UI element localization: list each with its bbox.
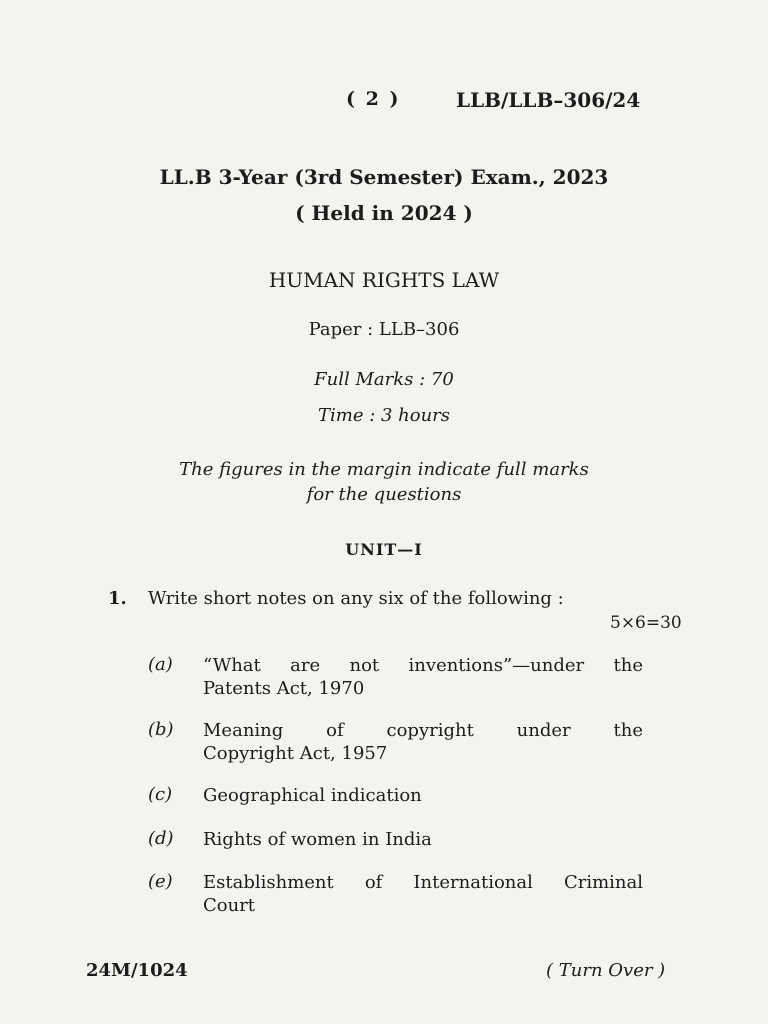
option-text: [203, 871, 643, 917]
option-line: “What are not inventions”—under the: [203, 655, 643, 676]
option-label: (c): [148, 784, 173, 805]
question-number: 1.: [108, 588, 127, 609]
full-marks: Full Marks : 70: [314, 369, 454, 390]
time-allowed: Time : 3 hours: [317, 405, 451, 426]
page-number: ( 2 ): [346, 88, 401, 110]
option-text: [203, 719, 643, 765]
option-label: (d): [148, 828, 174, 849]
exam-title: LL.B 3-Year (3rd Semester) Exam., 2023: [159, 165, 609, 189]
footer-code: 24M/1024: [86, 960, 188, 981]
question-text: Write short notes on any six of the following :: [148, 588, 564, 609]
option-line: Copyright Act, 1957: [203, 743, 388, 764]
option-line: Rights of women in India: [203, 829, 432, 850]
instruction-line-2: for the questions: [306, 484, 462, 505]
question-marks: 5×6=30: [610, 613, 682, 633]
subject-title: HUMAN RIGHTS LAW: [268, 268, 500, 292]
option-line: Patents Act, 1970: [203, 678, 365, 699]
option-text: [203, 784, 643, 807]
option-label: (a): [148, 654, 173, 675]
option-line: Geographical indication: [203, 785, 422, 806]
option-line: Meaning of copyright under the: [203, 720, 643, 741]
paper-number: Paper : LLB–306: [308, 319, 460, 340]
option-label: (e): [148, 871, 173, 892]
turn-over-note: ( Turn Over ): [546, 960, 666, 981]
option-text: [203, 828, 643, 851]
option-line: Court: [203, 895, 256, 916]
option-label: (b): [148, 719, 174, 740]
paper-code: LLB/LLB–306/24: [456, 88, 641, 112]
option-line: Establishment of International Criminal: [203, 872, 643, 893]
instruction-line-1: The figures in the margin indicate full marks: [179, 459, 589, 480]
option-text: [203, 654, 643, 700]
held-year: ( Held in 2024 ): [295, 201, 473, 225]
instruction-note: [0, 457, 768, 507]
unit-heading: UNIT—I: [345, 540, 423, 559]
